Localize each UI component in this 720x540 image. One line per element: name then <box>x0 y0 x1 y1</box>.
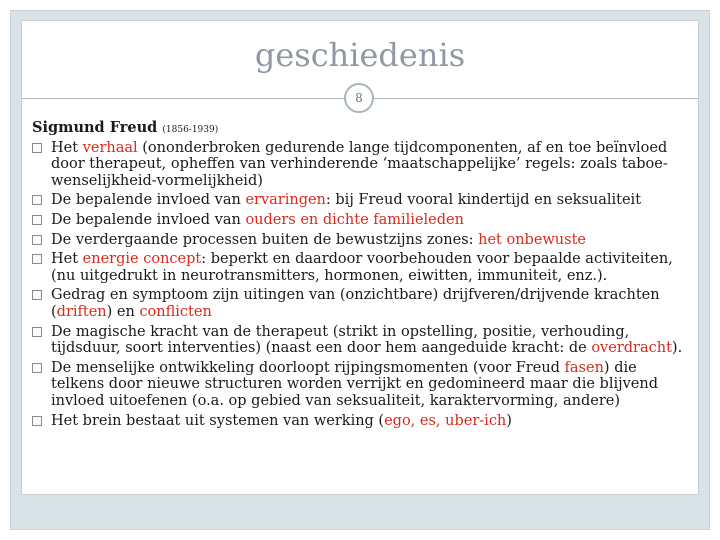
checkbox-bullet-icon <box>32 254 42 264</box>
bullet-text: Het brein bestaat uit systemen van werking ( <box>51 412 385 429</box>
bullet-item <box>32 192 692 209</box>
highlight-term: overdracht <box>591 340 672 357</box>
page-number-badge: 8 <box>344 83 374 113</box>
bullet-text: (ononderbroken gedurende lange tijdcomponenten, af en toe beïnvloed door therapeut, opheffen van verhinderende ‘maatschappelijke’ regels: zoals taboe-wenselijkheid-vormelijkheid) <box>51 139 668 189</box>
highlight-term: ouders en dichte familieleden <box>245 211 464 228</box>
bullet-item <box>32 324 692 357</box>
bullet-text: Het <box>51 139 83 156</box>
slide-body <box>32 120 692 432</box>
bullet-item <box>32 140 692 190</box>
checkbox-bullet-icon <box>32 195 42 205</box>
highlight-term: fasen <box>564 359 604 376</box>
highlight-term: het onbewuste <box>478 231 586 248</box>
checkbox-bullet-icon <box>32 143 42 153</box>
bullet-text: Het <box>51 251 83 268</box>
heading-years: (1856-1939) <box>162 125 219 135</box>
checkbox-bullet-icon <box>32 416 42 426</box>
highlight-term: conflicten <box>139 303 212 320</box>
bullet-item <box>32 251 692 284</box>
checkbox-bullet-icon <box>32 363 42 373</box>
bullet-text: Gedrag en symptoom zijn uitingen van (onzichtbare) drijfveren/drijvende krachten ( <box>51 287 660 320</box>
checkbox-bullet-icon <box>32 215 42 225</box>
highlight-term: energie concept <box>82 251 202 268</box>
bullet-item <box>32 232 692 249</box>
bullet-item <box>32 413 692 430</box>
checkbox-bullet-icon <box>32 327 42 337</box>
slide-title: geschiedenis <box>254 36 466 74</box>
bullet-list <box>32 140 692 430</box>
bullet-item <box>32 212 692 229</box>
bullet-item <box>32 360 692 410</box>
bullet-text: De bepalende invloed van <box>51 211 246 228</box>
bullet-text: ) die telkens door nieuwe structuren worden verrijkt en gedomineerd maar die blijvend invloed uitoefenen (o.a. op gebied van seksualiteit, karaktervorming, andere) <box>51 359 658 409</box>
bullet-item <box>32 287 692 320</box>
checkbox-bullet-icon <box>32 235 42 245</box>
bullet-text: De bepalende invloed van <box>51 192 246 209</box>
bullet-text: De verdergaande processen buiten de bewustzijns zones: <box>51 231 479 248</box>
highlight-term: ego, es, uber-ich <box>384 412 507 429</box>
bullet-text: : bij Freud vooral kindertijd en seksualiteit <box>325 192 642 209</box>
bullet-text: : beperkt en daardoor voorbehouden voor bepaalde activiteiten, (nu uitgedrukt in neurotransmitters, hormonen, eiwitten, immuniteit, enz.). <box>51 251 673 284</box>
bullet-text: De menselijke ontwikkeling doorloopt rijpingsmomenten (voor Freud <box>51 359 565 376</box>
bullet-text: ). <box>671 340 683 357</box>
highlight-term: ervaringen <box>245 192 326 209</box>
bullet-text: ) en <box>106 303 140 320</box>
checkbox-bullet-icon <box>32 290 42 300</box>
highlight-term: driften <box>56 303 107 320</box>
heading-name: Sigmund Freud <box>32 119 163 136</box>
bullet-text: De magische kracht van de therapeut (strikt in opstelling, positie, verhouding, tijdsduur, soort interventies) (naast een door hem aangeduide kracht: de <box>51 323 630 357</box>
bullet-text: ) <box>506 412 512 429</box>
highlight-term: verhaal <box>82 139 138 156</box>
section-heading <box>32 120 692 139</box>
